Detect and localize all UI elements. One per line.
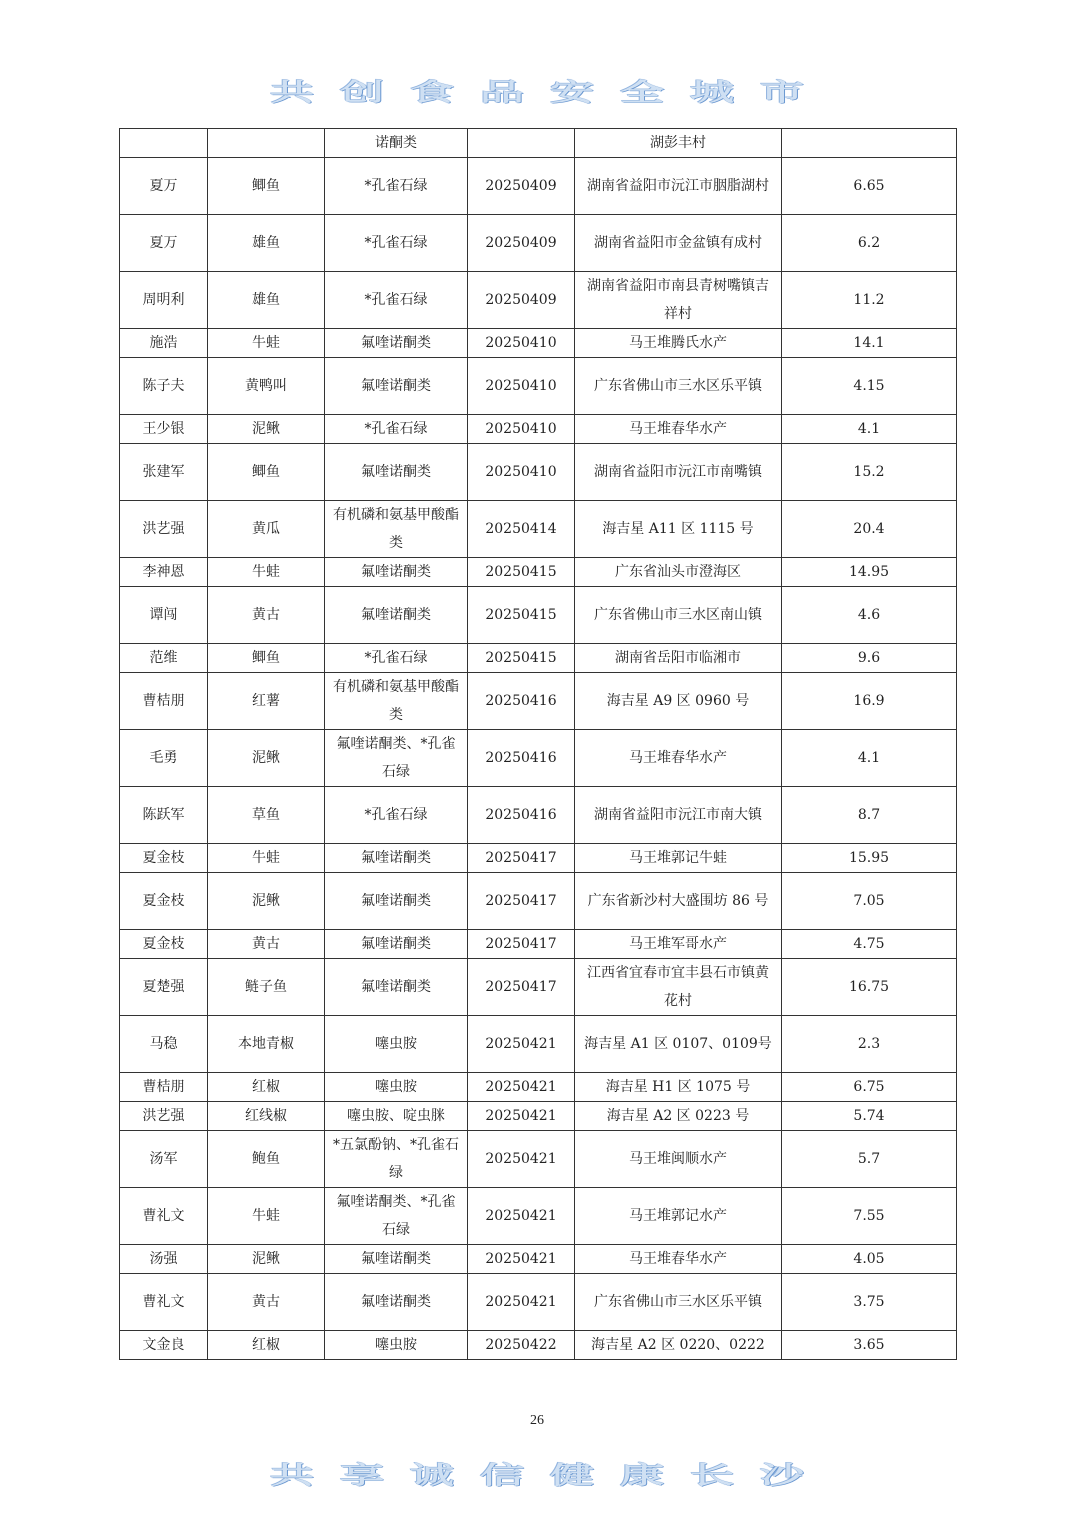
cell-value: 3.75 [782, 1274, 957, 1331]
table-row [120, 1073, 957, 1102]
cell-date: 20250416 [468, 787, 575, 844]
cell-date: 20250416 [468, 730, 575, 787]
cell-value: 16.9 [782, 673, 957, 730]
cell-product: 牛蛙 [208, 329, 325, 358]
cell-origin: 广东省汕头市澄海区 [575, 558, 782, 587]
cell-origin: 湖南省益阳市金盆镇有成村 [575, 215, 782, 272]
cell-name: 周明利 [120, 272, 208, 329]
cell-origin: 海吉星 A2 区 0223 号 [575, 1102, 782, 1131]
cell-date: 20250410 [468, 329, 575, 358]
table-row [120, 1188, 957, 1245]
cell-item: *孔雀石绿 [325, 787, 468, 844]
table-row [120, 959, 957, 1016]
cell-item: *孔雀石绿 [325, 272, 468, 329]
cell-name: 汤军 [120, 1131, 208, 1188]
cell-date: 20250417 [468, 873, 575, 930]
cell-name: 谭闯 [120, 587, 208, 644]
cell-value: 5.74 [782, 1102, 957, 1131]
inspection-table [119, 128, 957, 1360]
cell-item: 氟喹诺酮类 [325, 1245, 468, 1274]
footer-banner: 共享诚信健康长沙 [270, 1461, 830, 1490]
cell-item: 氟喹诺酮类 [325, 873, 468, 930]
cell-value: 4.15 [782, 358, 957, 415]
cell-item: 氟喹诺酮类 [325, 358, 468, 415]
cell-product: 牛蛙 [208, 558, 325, 587]
cell-origin: 马王堆郭记牛蛙 [575, 844, 782, 873]
cell-origin: 湖南省益阳市沅江市胭脂湖村 [575, 158, 782, 215]
cell-origin: 湖南省益阳市沅江市南嘴镇 [575, 444, 782, 501]
cell-product: 红椒 [208, 1331, 325, 1360]
cell-value: 4.6 [782, 587, 957, 644]
cell-product: 红薯 [208, 673, 325, 730]
cell-date: 20250421 [468, 1016, 575, 1073]
cell-date: 20250410 [468, 415, 575, 444]
cell-name: 曹礼文 [120, 1274, 208, 1331]
cell-item: 氟喹诺酮类 [325, 587, 468, 644]
cell-name: 毛勇 [120, 730, 208, 787]
cell-name: 夏万 [120, 215, 208, 272]
cell-item: *五氯酚钠、*孔雀石绿 [325, 1131, 468, 1188]
cell-item: *孔雀石绿 [325, 644, 468, 673]
cell-value: 20.4 [782, 501, 957, 558]
cell-origin: 广东省新沙村大盛围坊 86 号 [575, 873, 782, 930]
cell-date: 20250415 [468, 644, 575, 673]
cell-product: 鲫鱼 [208, 444, 325, 501]
cell-item: 氟喹诺酮类、*孔雀石绿 [325, 1188, 468, 1245]
cell-date: 20250409 [468, 272, 575, 329]
table-row [120, 129, 957, 158]
cell-date: 20250410 [468, 358, 575, 415]
cell-value: 3.65 [782, 1331, 957, 1360]
cell-origin: 马王堆春华水产 [575, 1245, 782, 1274]
cell-item: 噻虫胺 [325, 1073, 468, 1102]
cell-name: 曹桔朋 [120, 1073, 208, 1102]
cell-product [208, 129, 325, 158]
cell-name: 汤强 [120, 1245, 208, 1274]
cell-value: 6.65 [782, 158, 957, 215]
cell-name: 陈跃军 [120, 787, 208, 844]
cell-name: 夏金枝 [120, 930, 208, 959]
cell-name: 张建军 [120, 444, 208, 501]
cell-value: 6.75 [782, 1073, 957, 1102]
cell-date: 20250417 [468, 959, 575, 1016]
cell-value: 5.7 [782, 1131, 957, 1188]
cell-product: 草鱼 [208, 787, 325, 844]
cell-product: 本地青椒 [208, 1016, 325, 1073]
cell-value: 6.2 [782, 215, 957, 272]
cell-date: 20250417 [468, 844, 575, 873]
cell-date: 20250422 [468, 1331, 575, 1360]
cell-value: 7.55 [782, 1188, 957, 1245]
cell-value: 4.05 [782, 1245, 957, 1274]
cell-origin: 广东省佛山市三水区乐平镇 [575, 358, 782, 415]
table-row [120, 1016, 957, 1073]
table-row [120, 444, 957, 501]
cell-date: 20250409 [468, 158, 575, 215]
cell-name: 文金良 [120, 1331, 208, 1360]
cell-product: 泥鳅 [208, 730, 325, 787]
cell-product: 黄古 [208, 930, 325, 959]
cell-date: 20250417 [468, 930, 575, 959]
cell-item: 氟喹诺酮类 [325, 844, 468, 873]
cell-product: 鲫鱼 [208, 158, 325, 215]
cell-item: 氟喹诺酮类 [325, 444, 468, 501]
cell-origin: 海吉星 H1 区 1075 号 [575, 1073, 782, 1102]
cell-date: 20250416 [468, 673, 575, 730]
table-row [120, 1274, 957, 1331]
cell-value: 4.1 [782, 415, 957, 444]
cell-product: 黄古 [208, 1274, 325, 1331]
cell-origin: 湖南省岳阳市临湘市 [575, 644, 782, 673]
cell-date [468, 129, 575, 158]
cell-date: 20250421 [468, 1274, 575, 1331]
cell-origin: 海吉星 A11 区 1115 号 [575, 501, 782, 558]
cell-item: 氟喹诺酮类 [325, 558, 468, 587]
cell-item: 氟喹诺酮类、*孔雀石绿 [325, 730, 468, 787]
cell-name: 洪艺强 [120, 501, 208, 558]
cell-date: 20250421 [468, 1245, 575, 1274]
cell-item: 噻虫胺、啶虫脒 [325, 1102, 468, 1131]
cell-date: 20250421 [468, 1102, 575, 1131]
cell-origin: 广东省佛山市三水区南山镇 [575, 587, 782, 644]
cell-item: *孔雀石绿 [325, 415, 468, 444]
cell-value: 14.1 [782, 329, 957, 358]
cell-product: 鲍鱼 [208, 1131, 325, 1188]
cell-product: 黄瓜 [208, 501, 325, 558]
cell-date: 20250421 [468, 1073, 575, 1102]
cell-date: 20250421 [468, 1131, 575, 1188]
cell-origin: 湖南省益阳市南县青树嘴镇吉祥村 [575, 272, 782, 329]
cell-product: 鲢子鱼 [208, 959, 325, 1016]
table-row [120, 501, 957, 558]
table-row [120, 1102, 957, 1131]
cell-date: 20250409 [468, 215, 575, 272]
table-row [120, 873, 957, 930]
table-row [120, 587, 957, 644]
table-row [120, 644, 957, 673]
cell-date: 20250415 [468, 558, 575, 587]
cell-product: 红线椒 [208, 1102, 325, 1131]
cell-product: 黄古 [208, 587, 325, 644]
page-number: 26 [530, 1413, 544, 1428]
table-row [120, 329, 957, 358]
cell-item: 噻虫胺 [325, 1016, 468, 1073]
cell-item: 氟喹诺酮类 [325, 1274, 468, 1331]
cell-date: 20250421 [468, 1188, 575, 1245]
cell-name: 夏金枝 [120, 873, 208, 930]
header-banner: 共创食品安全城市 [270, 78, 830, 107]
cell-product: 雄鱼 [208, 215, 325, 272]
cell-item: 有机磷和氨基甲酸酯类 [325, 501, 468, 558]
cell-item: 噻虫胺 [325, 1331, 468, 1360]
cell-name: 曹礼文 [120, 1188, 208, 1245]
cell-origin: 马王堆腾氏水产 [575, 329, 782, 358]
cell-item: 氟喹诺酮类 [325, 329, 468, 358]
cell-origin: 湖南省益阳市沅江市南大镇 [575, 787, 782, 844]
cell-value: 16.75 [782, 959, 957, 1016]
cell-name: 陈子夫 [120, 358, 208, 415]
cell-name: 马稳 [120, 1016, 208, 1073]
cell-product: 红椒 [208, 1073, 325, 1102]
cell-value: 8.7 [782, 787, 957, 844]
cell-name: 洪艺强 [120, 1102, 208, 1131]
cell-date: 20250414 [468, 501, 575, 558]
table-row [120, 358, 957, 415]
cell-origin: 江西省宜春市宜丰县石市镇黄花村 [575, 959, 782, 1016]
cell-product: 黄鸭叫 [208, 358, 325, 415]
cell-origin: 海吉星 A1 区 0107、0109号 [575, 1016, 782, 1073]
cell-value: 2.3 [782, 1016, 957, 1073]
cell-origin: 马王堆郭记水产 [575, 1188, 782, 1245]
cell-name: 夏楚强 [120, 959, 208, 1016]
cell-item: *孔雀石绿 [325, 158, 468, 215]
cell-name: 李神恩 [120, 558, 208, 587]
cell-name: 王少银 [120, 415, 208, 444]
cell-product: 牛蛙 [208, 844, 325, 873]
table-row [120, 1331, 957, 1360]
cell-item: 有机磷和氨基甲酸酯类 [325, 673, 468, 730]
cell-name [120, 129, 208, 158]
cell-origin: 广东省佛山市三水区乐平镇 [575, 1274, 782, 1331]
table-row [120, 1245, 957, 1274]
table-row [120, 730, 957, 787]
table-row [120, 930, 957, 959]
table-row [120, 415, 957, 444]
cell-product: 鲫鱼 [208, 644, 325, 673]
cell-origin: 湖彭丰村 [575, 129, 782, 158]
table-row [120, 158, 957, 215]
cell-name: 范维 [120, 644, 208, 673]
cell-origin: 海吉星 A2 区 0220、0222 [575, 1331, 782, 1360]
cell-value: 4.1 [782, 730, 957, 787]
table-row [120, 844, 957, 873]
cell-origin: 海吉星 A9 区 0960 号 [575, 673, 782, 730]
cell-product: 牛蛙 [208, 1188, 325, 1245]
cell-product: 泥鳅 [208, 415, 325, 444]
table-row [120, 787, 957, 844]
cell-date: 20250410 [468, 444, 575, 501]
cell-value: 15.95 [782, 844, 957, 873]
cell-product: 泥鳅 [208, 1245, 325, 1274]
cell-item: 诺酮类 [325, 129, 468, 158]
table-row [120, 1131, 957, 1188]
cell-name: 夏万 [120, 158, 208, 215]
cell-origin: 马王堆军哥水产 [575, 930, 782, 959]
cell-origin: 马王堆春华水产 [575, 730, 782, 787]
cell-value: 15.2 [782, 444, 957, 501]
cell-value: 9.6 [782, 644, 957, 673]
table-row [120, 673, 957, 730]
cell-value: 11.2 [782, 272, 957, 329]
cell-product: 泥鳅 [208, 873, 325, 930]
table-row [120, 558, 957, 587]
table-row [120, 215, 957, 272]
cell-value: 14.95 [782, 558, 957, 587]
cell-value [782, 129, 957, 158]
cell-origin: 马王堆闽顺水产 [575, 1131, 782, 1188]
cell-value: 7.05 [782, 873, 957, 930]
cell-name: 施浩 [120, 329, 208, 358]
cell-name: 夏金枝 [120, 844, 208, 873]
table-row [120, 272, 957, 329]
cell-item: *孔雀石绿 [325, 215, 468, 272]
cell-value: 4.75 [782, 930, 957, 959]
cell-product: 雄鱼 [208, 272, 325, 329]
cell-item: 氟喹诺酮类 [325, 959, 468, 1016]
cell-date: 20250415 [468, 587, 575, 644]
cell-origin: 马王堆春华水产 [575, 415, 782, 444]
cell-item: 氟喹诺酮类 [325, 930, 468, 959]
cell-name: 曹桔朋 [120, 673, 208, 730]
